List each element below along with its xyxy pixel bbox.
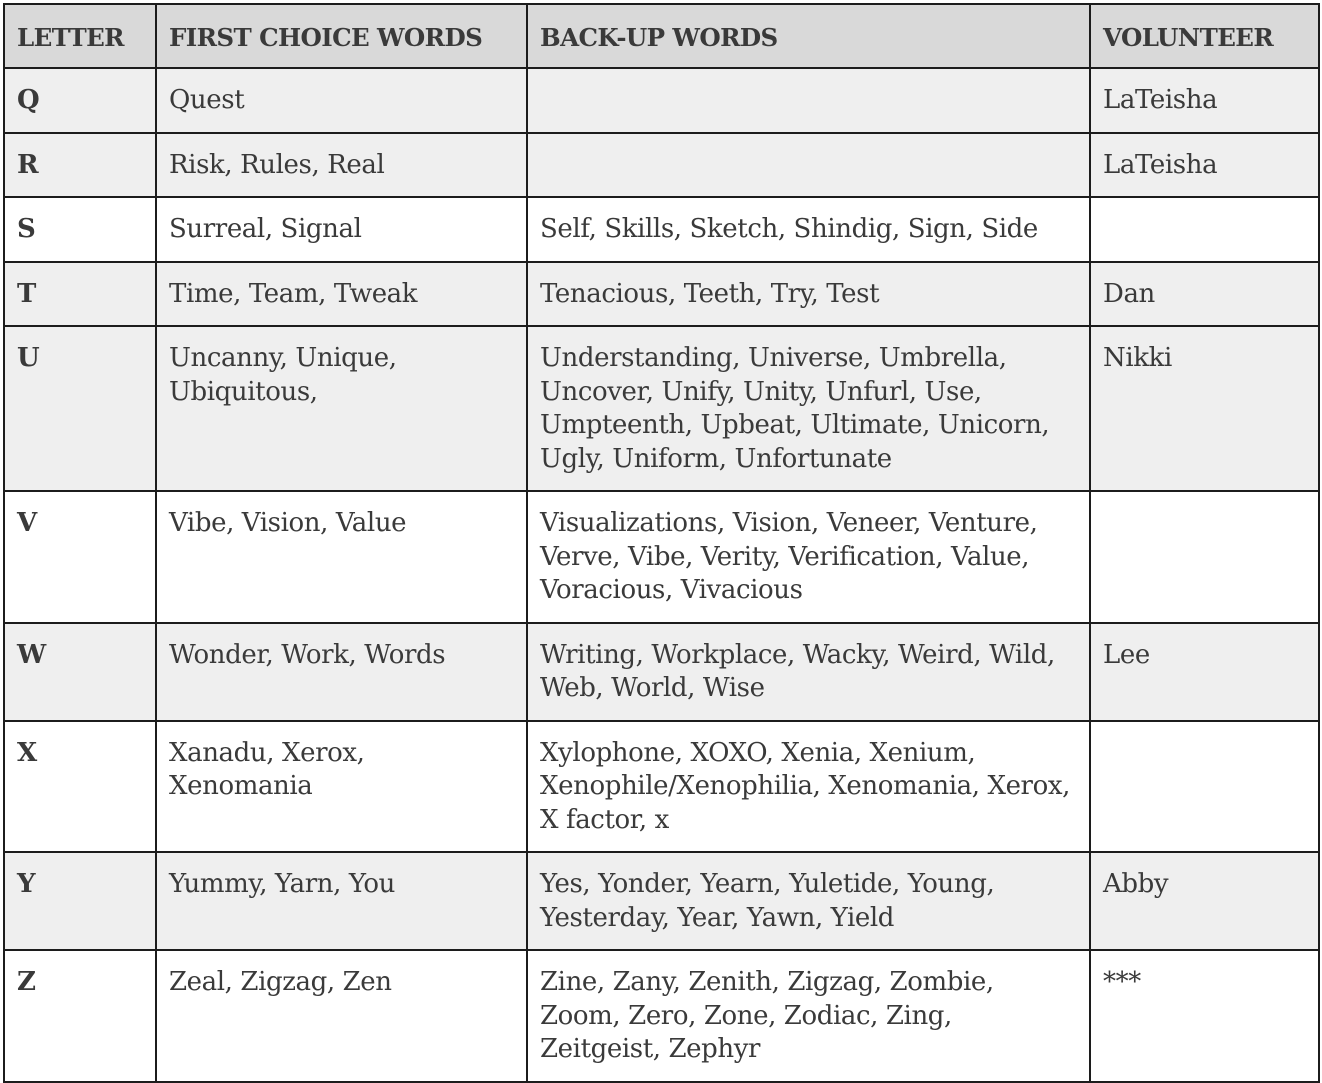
first-choice-cell: Risk, Rules, Real [156, 133, 527, 198]
backup-cell: Xylophone, XOXO, Xenia, Xenium, Xenophile/Xenophilia, Xenomania, Xerox, X factor, x [527, 721, 1090, 853]
first-choice-cell: Quest [156, 68, 527, 133]
letter-cell: R [4, 133, 156, 198]
table-row [4, 491, 1319, 623]
table-row [4, 262, 1319, 327]
header-row [4, 4, 1319, 68]
volunteer-cell: *** [1090, 950, 1319, 1082]
header-letter: LETTER [4, 4, 156, 68]
backup-cell: Yes, Yonder, Yearn, Yuletide, Young, Yesterday, Year, Yawn, Yield [527, 852, 1090, 950]
first-choice-cell: Surreal, Signal [156, 197, 527, 262]
letter-cell: Q [4, 68, 156, 133]
first-choice-cell: Wonder, Work, Words [156, 623, 527, 721]
table-row [4, 133, 1319, 198]
first-choice-cell: Xanadu, Xerox, Xenomania [156, 721, 527, 853]
letter-cell: Z [4, 950, 156, 1082]
word-assignment-table [3, 3, 1320, 1083]
first-choice-cell: Time, Team, Tweak [156, 262, 527, 327]
table-row [4, 623, 1319, 721]
letter-cell: W [4, 623, 156, 721]
backup-cell: Writing, Workplace, Wacky, Weird, Wild, Web, World, Wise [527, 623, 1090, 721]
volunteer-cell [1090, 197, 1319, 262]
letter-cell: S [4, 197, 156, 262]
first-choice-cell: Uncanny, Unique, Ubiquitous, [156, 326, 527, 491]
header-volunteer: VOLUNTEER [1090, 4, 1319, 68]
volunteer-cell: Lee [1090, 623, 1319, 721]
backup-cell [527, 133, 1090, 198]
volunteer-cell: Dan [1090, 262, 1319, 327]
backup-cell [527, 68, 1090, 133]
letter-cell: X [4, 721, 156, 853]
first-choice-cell: Zeal, Zigzag, Zen [156, 950, 527, 1082]
first-choice-cell: Vibe, Vision, Value [156, 491, 527, 623]
backup-cell: Tenacious, Teeth, Try, Test [527, 262, 1090, 327]
table-row [4, 197, 1319, 262]
table-row [4, 721, 1319, 853]
table-row [4, 852, 1319, 950]
volunteer-cell: LaTeisha [1090, 68, 1319, 133]
letter-cell: V [4, 491, 156, 623]
backup-cell: Visualizations, Vision, Veneer, Venture, Verve, Vibe, Verity, Verification, Value, Voracious, Vivacious [527, 491, 1090, 623]
header-backup-words: BACK-UP WORDS [527, 4, 1090, 68]
volunteer-cell: Nikki [1090, 326, 1319, 491]
header-first-choice-words: FIRST CHOICE WORDS [156, 4, 527, 68]
letter-cell: T [4, 262, 156, 327]
volunteer-cell: LaTeisha [1090, 133, 1319, 198]
table-row [4, 68, 1319, 133]
first-choice-cell: Yummy, Yarn, You [156, 852, 527, 950]
table-row [4, 326, 1319, 491]
volunteer-cell: Abby [1090, 852, 1319, 950]
table-row [4, 950, 1319, 1082]
volunteer-cell [1090, 721, 1319, 853]
letter-cell: U [4, 326, 156, 491]
backup-cell: Zine, Zany, Zenith, Zigzag, Zombie, Zoom, Zero, Zone, Zodiac, Zing, Zeitgeist, Zephyr [527, 950, 1090, 1082]
letter-cell: Y [4, 852, 156, 950]
backup-cell: Self, Skills, Sketch, Shindig, Sign, Side [527, 197, 1090, 262]
volunteer-cell [1090, 491, 1319, 623]
backup-cell: Understanding, Universe, Umbrella, Uncover, Unify, Unity, Unfurl, Use, Umpteenth, Upbeat, Ultimate, Unicorn, Ugly, Uniform, Unfortunate [527, 326, 1090, 491]
